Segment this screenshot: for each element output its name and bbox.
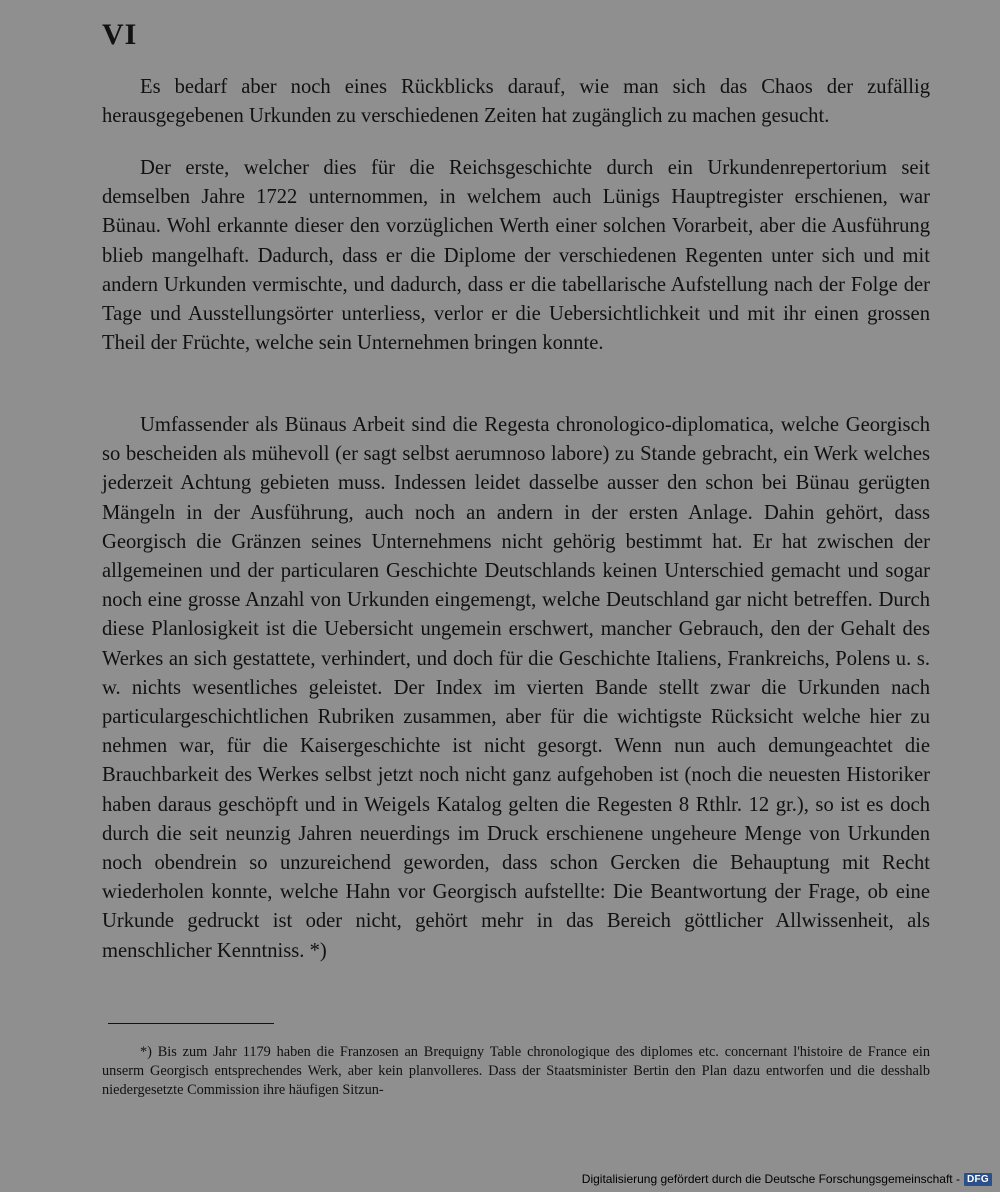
paragraph-3: Umfassender als Bünaus Arbeit sind die Regesta chronologico-diplomatica, welche Georgisch so bescheiden als mühevoll (er sagt selbst aerumnoso labore) zu Stande gebracht, ein Werk welches jederzeit Achtung gebieten muss. Indessen leidet dasselbe ausser den schon bei Bünau gerügten Mängeln in der Ausführung, auch noch an andern in der ersten Anlage. Dahin gehört, dass Georgisch die Gränzen seines Unternehmens nicht gehörig bestimmt hat. Er hat zwischen der allgemeinen und der particularen Geschichte Deutschlands keinen Unterschied gemacht und sogar noch eine grosse Anzahl von Urkunden eingemengt, welche Deutschland gar nicht betreffen. Durch diese Planlosigkeit ist die Uebersicht ungemein erschwert, mancher Gebrauch, den der Gehalt des Werkes an sich gestattete, verhindert, und doch für die Geschichte Italiens, Frankreichs, Polens u. s. w. nichts wesentliches geleistet. Der Index im vierten Bande stellt zwar die Urkunden nach particulargeschichtlichen Rubriken zusammen, aber für die wichtigste Rücksicht welche hier zu nehmen war, für die Kaisergeschichte ist nicht gesorgt. Wenn nun auch demungeachtet die Brauchbarkeit des Werkes selbst jetzt noch nicht ganz aufgehoben ist (noch die neuesten Historiker haben daraus geschöpft und in Weigels Katalog gelten die Regesten 8 Rthlr. 12 gr.), so ist es doch durch die seit neunzig Jahren neuerdings im Druck erschienene ungeheure Menge von Urkunden noch obendrein so unzureichend geworden, dass schon Gercken die Behauptung mit Recht wiederholen konnte, welche Hahn vor Georgisch aufstellte: Die Beantwortung der Frage, ob eine Urkunde gedruckt ist oder nicht, gehört mehr in das Bereich göttlicher Allwissenheit, als menschlicher Kenntniss. *) — [102, 414, 930, 962]
credit-text: Digitalisierung gefördert durch die Deutsche Forschungsgemeinschaft - — [581, 1172, 960, 1186]
dfg-logo-icon: DFG — [964, 1173, 992, 1186]
paragraph-2: Der erste, welcher dies für die Reichsgeschichte durch ein Urkundenrepertorium seit demselben Jahre 1722 unternommen, in welchem auch Lünigs Hauptregister erschienen, war Bünau. Wohl erkannte dieser den vorzüglichen Werth einer solchen Vorarbeit, aber die Ausführung blieb mangelhaft. Dadurch, dass er die Diplome der verschiedenen Regenten unter sich und mit andern Urkunden vermischte, und dadurch, dass er die tabellarische Aufstellung nach der Folge der Tage und Ausstellungsörter unterliess, verlor er die Uebersichtlichkeit und mit ihr einen grossen Theil der Früchte, welche sein Unternehmen bringen konnte. — [102, 157, 930, 355]
digitization-credit — [582, 1172, 992, 1186]
page-number: VI — [102, 18, 138, 51]
footnote: *) Bis zum Jahr 1179 haben die Franzosen an Brequigny Table chronologique des diplomes etc. concernant l'histoire de France ein unserm Georgisch entsprechendes Werk, aber kein planvolleres. Dass der Staatsminister Bertin den Plan dazu entworfen und die desshalb niedergesetzte Commission ihre häufigen Sitzun- — [102, 1044, 930, 1098]
paragraph-1: Es bedarf aber noch eines Rückblicks darauf, wie man sich das Chaos der zufällig herausgegebenen Urkunden zu verschiedenen Zeiten hat zugänglich zu machen gesucht. — [102, 76, 930, 128]
footnote-divider — [108, 1023, 274, 1024]
